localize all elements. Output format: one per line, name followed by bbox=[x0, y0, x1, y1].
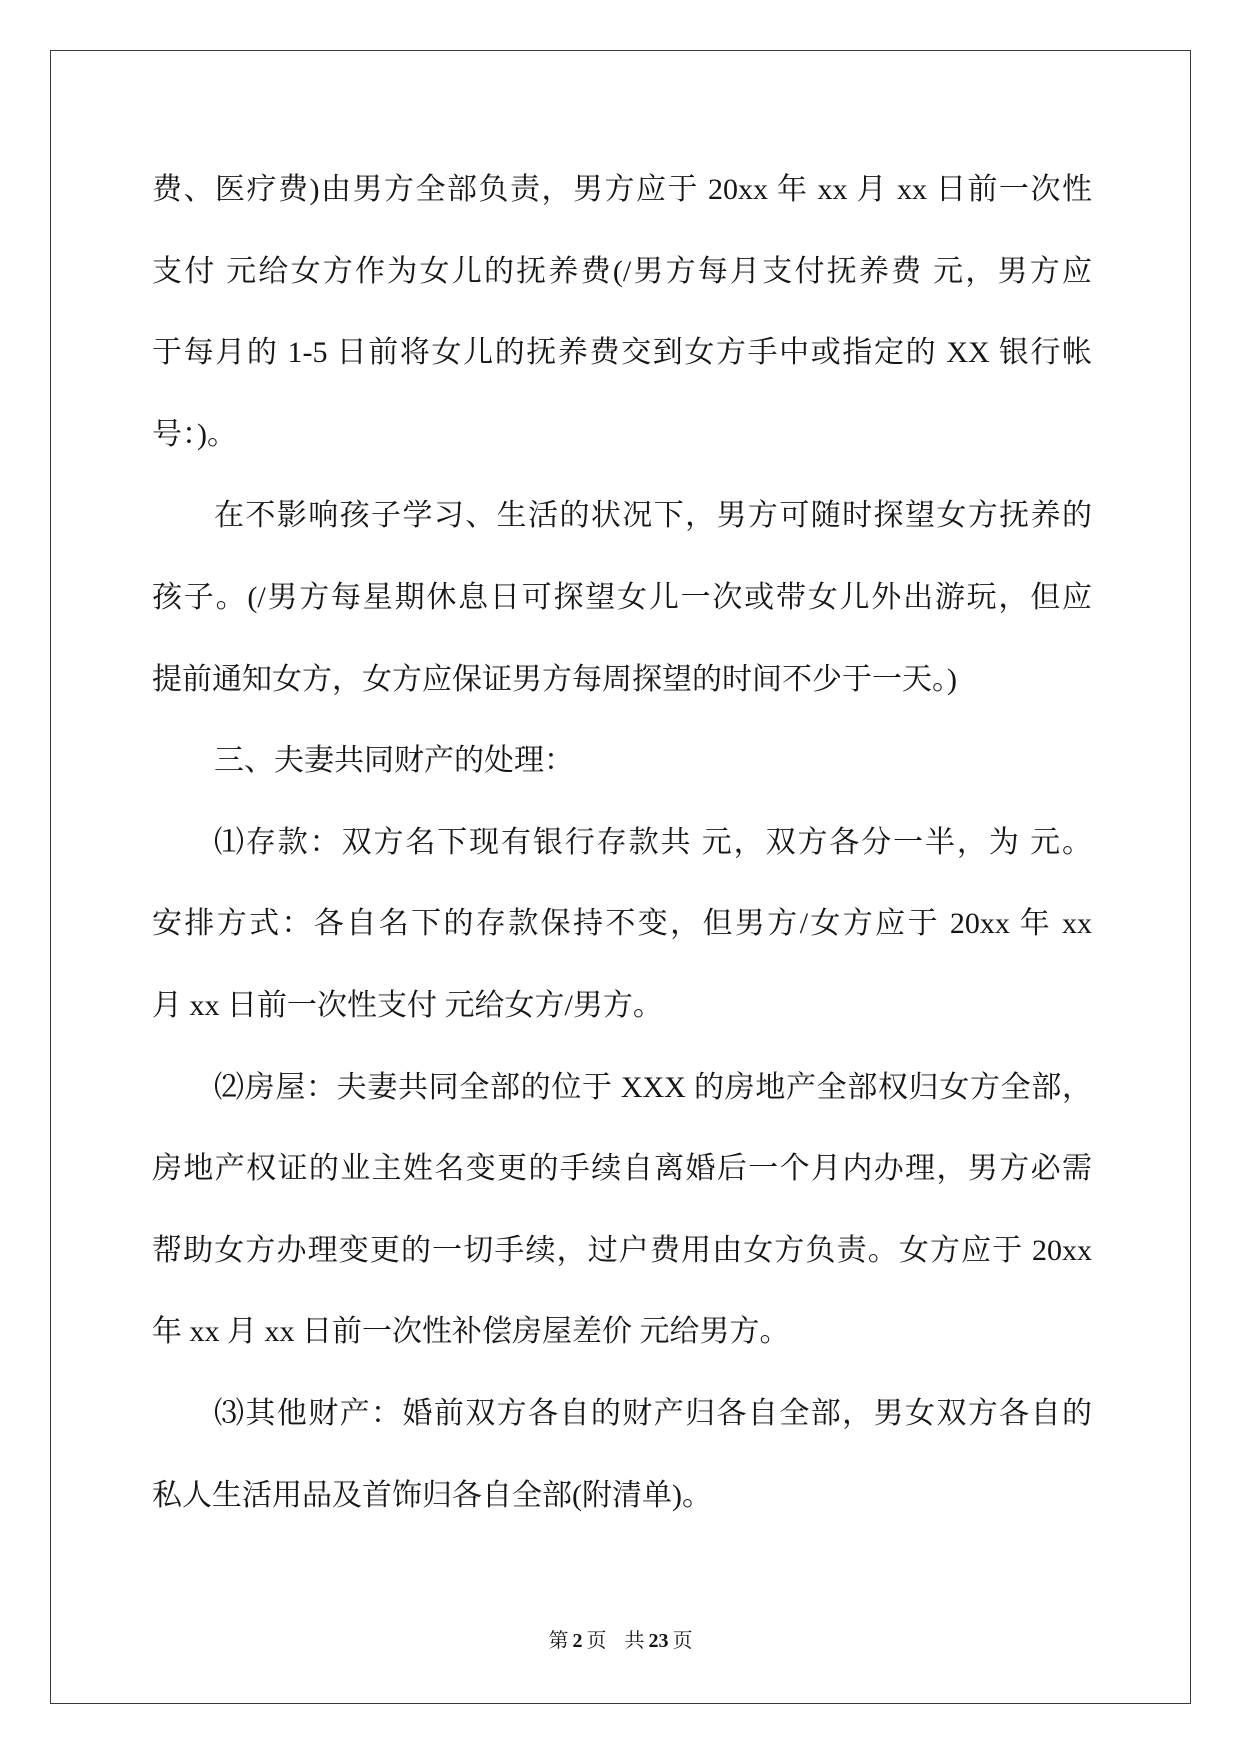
paragraph-housing bbox=[152, 1047, 1092, 1373]
page-footer bbox=[0, 1628, 1241, 1654]
text-line: 在不影响孩子学习、生活的状况下，男方可随时探望女方抚养的 bbox=[214, 499, 1092, 533]
text-line: 年 xx 月 xx 日前一次性补偿房屋差价 元给男方。 bbox=[152, 1315, 790, 1349]
text-line: 孩子。(/男方每星期休息日可探望女儿一次或带女儿外出游玩，但应 bbox=[152, 580, 1092, 614]
text-line: 安排方式：各自名下的存款保持不变，但男方/女方应于 20xx 年 xx bbox=[152, 907, 1092, 941]
page-number-prefix: 第 bbox=[548, 1630, 569, 1652]
section-heading: 三、夫妻共同财产的处理： bbox=[214, 744, 574, 778]
total-pages-suffix: 页 bbox=[672, 1630, 693, 1652]
total-pages-number: 23 bbox=[648, 1630, 669, 1652]
text-line: 私人生活用品及首饰归各自全部(附清单)。 bbox=[152, 1478, 712, 1512]
current-page-number: 2 bbox=[572, 1630, 583, 1652]
paragraph-deposits bbox=[152, 802, 1092, 1047]
text-line: 月 xx 日前一次性支付 元给女方/男方。 bbox=[152, 988, 663, 1022]
paragraph-child-support bbox=[152, 149, 1092, 475]
document-body bbox=[152, 149, 1092, 1536]
text-line: 支付 元给女方作为女儿的抚养费(/男方每月支付抚养费 元，男方应 bbox=[152, 254, 1092, 288]
text-line: 帮助女方办理变更的一切手续，过户费用由女方负责。女方应于 20xx bbox=[152, 1233, 1092, 1267]
section-heading-property bbox=[152, 720, 1092, 802]
paragraph-visitation bbox=[152, 475, 1092, 720]
text-line: 于每月的 1-5 日前将女儿的抚养费交到女方手中或指定的 XX 银行帐 bbox=[152, 336, 1092, 370]
total-pages-prefix: 共 bbox=[624, 1630, 645, 1652]
text-line: ⑵房屋：夫妻共同全部的位于 XXX 的房地产全部权归女方全部， bbox=[214, 1070, 1092, 1104]
text-line: ⑴存款：双方名下现有银行存款共 元，双方各分一半，为 元。 bbox=[214, 825, 1092, 859]
text-line: 房地产权证的业主姓名变更的手续自离婚后一个月内办理，男方必需 bbox=[152, 1152, 1092, 1186]
paragraph-other-property bbox=[152, 1373, 1092, 1536]
text-line: 号：)。 bbox=[152, 417, 237, 451]
text-line: 费、医疗费)由男方全部负责，男方应于 20xx 年 xx 月 xx 日前一次性 bbox=[152, 173, 1092, 206]
page-number-suffix: 页 bbox=[586, 1630, 607, 1652]
text-line: 提前通知女方，女方应保证男方每周探望的时间不少于一天。) bbox=[152, 662, 957, 696]
text-line: ⑶其他财产：婚前双方各自的财产归各自全部，男女双方各自的 bbox=[214, 1396, 1092, 1430]
